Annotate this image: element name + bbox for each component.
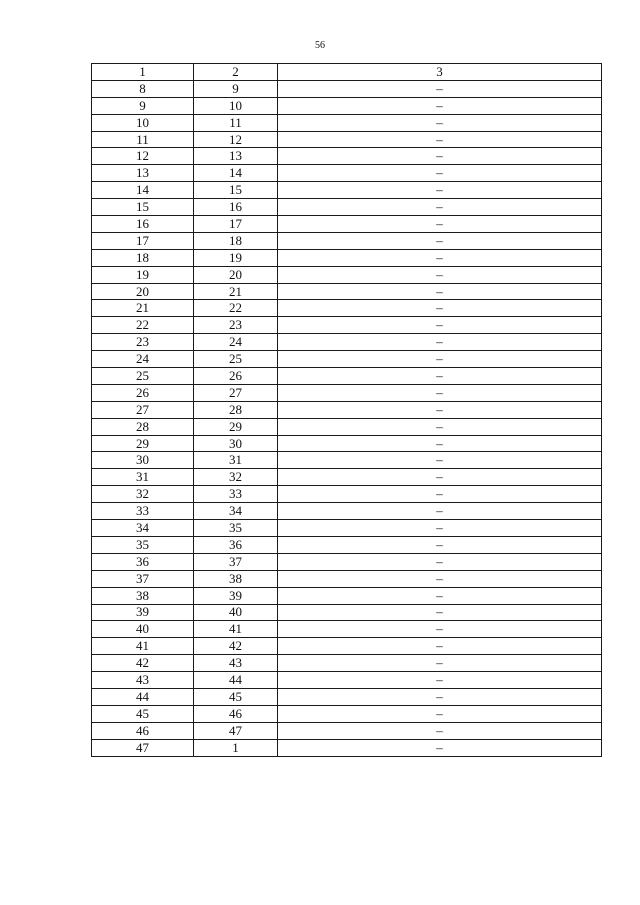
table-cell-col-2: 44: [194, 672, 278, 689]
table-row: [92, 300, 602, 317]
table-cell-col-2: 32: [194, 469, 278, 486]
table-cell-col-2: 25: [194, 351, 278, 368]
table-cell-col-1: 47: [92, 739, 194, 756]
table-cell-col-1: 39: [92, 604, 194, 621]
table-row: [92, 283, 602, 300]
table-row: [92, 351, 602, 368]
table-cell-col-1: 9: [92, 97, 194, 114]
table-cell-col-3: –: [278, 604, 602, 621]
table-cell-col-3: –: [278, 300, 602, 317]
table-row: [92, 621, 602, 638]
table-cell-col-3: –: [278, 536, 602, 553]
table-row: [92, 97, 602, 114]
table-cell-col-3: –: [278, 688, 602, 705]
table-row: [92, 199, 602, 216]
table-cell-col-2: 41: [194, 621, 278, 638]
table-cell-col-2: 39: [194, 587, 278, 604]
table-cell-col-2: 9: [194, 80, 278, 97]
table-cell-col-1: 40: [92, 621, 194, 638]
table-header: [92, 64, 602, 81]
table-cell-col-3: –: [278, 384, 602, 401]
table-cell-col-3: –: [278, 148, 602, 165]
table-cell-col-1: 16: [92, 216, 194, 233]
table-cell-col-3: –: [278, 672, 602, 689]
table-cell-col-2: 21: [194, 283, 278, 300]
table-cell-col-3: –: [278, 705, 602, 722]
table-cell-col-3: –: [278, 722, 602, 739]
table-cell-col-3: –: [278, 418, 602, 435]
table-header-row: [92, 64, 602, 81]
table-row: [92, 739, 602, 756]
table-cell-col-3: –: [278, 452, 602, 469]
table-cell-col-3: –: [278, 232, 602, 249]
table-cell-col-3: –: [278, 216, 602, 233]
table-cell-col-2: 34: [194, 503, 278, 520]
table-cell-col-3: –: [278, 249, 602, 266]
table-cell-col-3: –: [278, 334, 602, 351]
table-cell-col-2: 20: [194, 266, 278, 283]
table-cell-col-2: 15: [194, 182, 278, 199]
table-cell-col-2: 22: [194, 300, 278, 317]
table-cell-col-2: 46: [194, 705, 278, 722]
table-cell-col-2: 29: [194, 418, 278, 435]
table-row: [92, 165, 602, 182]
table-cell-col-2: 14: [194, 165, 278, 182]
table-cell-col-3: –: [278, 351, 602, 368]
table-row: [92, 131, 602, 148]
table-cell-col-3: –: [278, 317, 602, 334]
table-body: [92, 80, 602, 756]
table-row: [92, 486, 602, 503]
table-cell-col-1: 20: [92, 283, 194, 300]
table-cell-col-3: –: [278, 553, 602, 570]
table-cell-col-2: 42: [194, 638, 278, 655]
table-cell-col-1: 34: [92, 520, 194, 537]
table-cell-col-3: –: [278, 114, 602, 131]
table-cell-col-2: 24: [194, 334, 278, 351]
table-cell-col-1: 42: [92, 655, 194, 672]
table-cell-col-1: 12: [92, 148, 194, 165]
table-cell-col-1: 32: [92, 486, 194, 503]
table-cell-col-3: –: [278, 182, 602, 199]
table-cell-col-2: 17: [194, 216, 278, 233]
table-row: [92, 469, 602, 486]
table-cell-col-3: –: [278, 80, 602, 97]
table-cell-col-3: –: [278, 165, 602, 182]
table-cell-col-1: 17: [92, 232, 194, 249]
table-cell-col-1: 44: [92, 688, 194, 705]
table-cell-col-1: 30: [92, 452, 194, 469]
table-cell-col-1: 18: [92, 249, 194, 266]
table-cell-col-2: 10: [194, 97, 278, 114]
table-row: [92, 249, 602, 266]
table-cell-col-3: –: [278, 435, 602, 452]
table-cell-col-3: –: [278, 587, 602, 604]
table-cell-col-1: 28: [92, 418, 194, 435]
table-cell-col-1: 11: [92, 131, 194, 148]
table-cell-col-2: 16: [194, 199, 278, 216]
table-cell-col-1: 21: [92, 300, 194, 317]
table-cell-col-1: 46: [92, 722, 194, 739]
table-cell-col-3: –: [278, 486, 602, 503]
table-row: [92, 705, 602, 722]
table-row: [92, 368, 602, 385]
table-cell-col-1: 26: [92, 384, 194, 401]
table-cell-col-3: –: [278, 266, 602, 283]
table-cell-col-2: 13: [194, 148, 278, 165]
table-cell-col-3: –: [278, 97, 602, 114]
page-number: 56: [315, 40, 325, 51]
table-cell-col-1: 33: [92, 503, 194, 520]
table-cell-col-2: 38: [194, 570, 278, 587]
table-row: [92, 148, 602, 165]
table-cell-col-1: 15: [92, 199, 194, 216]
table-cell-col-3: –: [278, 655, 602, 672]
table-row: [92, 638, 602, 655]
table-row: [92, 232, 602, 249]
column-header-3: 3: [278, 64, 602, 81]
table-row: [92, 520, 602, 537]
table-cell-col-3: –: [278, 283, 602, 300]
table-cell-col-2: 36: [194, 536, 278, 553]
table-row: [92, 536, 602, 553]
table-cell-col-3: –: [278, 503, 602, 520]
table-cell-col-1: 27: [92, 401, 194, 418]
column-header-2: 2: [194, 64, 278, 81]
table-cell-col-1: 37: [92, 570, 194, 587]
table-cell-col-3: –: [278, 469, 602, 486]
table-cell-col-2: 12: [194, 131, 278, 148]
table-row: [92, 570, 602, 587]
table-cell-col-3: –: [278, 199, 602, 216]
table-cell-col-2: 45: [194, 688, 278, 705]
table-row: [92, 317, 602, 334]
table-cell-col-1: 8: [92, 80, 194, 97]
table-cell-col-2: 47: [194, 722, 278, 739]
table-cell-col-1: 24: [92, 351, 194, 368]
table-row: [92, 503, 602, 520]
table-cell-col-1: 19: [92, 266, 194, 283]
table-cell-col-2: 11: [194, 114, 278, 131]
table-cell-col-1: 22: [92, 317, 194, 334]
table-cell-col-3: –: [278, 739, 602, 756]
table-row: [92, 182, 602, 199]
table-cell-col-2: 26: [194, 368, 278, 385]
table-row: [92, 401, 602, 418]
table-row: [92, 688, 602, 705]
table-row: [92, 722, 602, 739]
table-row: [92, 452, 602, 469]
table-cell-col-1: 35: [92, 536, 194, 553]
table-row: [92, 655, 602, 672]
table-row: [92, 435, 602, 452]
table-cell-col-3: –: [278, 520, 602, 537]
table-cell-col-1: 13: [92, 165, 194, 182]
table-cell-col-2: 43: [194, 655, 278, 672]
table-cell-col-1: 23: [92, 334, 194, 351]
table-cell-col-3: –: [278, 570, 602, 587]
table-cell-col-2: 19: [194, 249, 278, 266]
table-cell-col-1: 14: [92, 182, 194, 199]
table-cell-col-1: 31: [92, 469, 194, 486]
table-row: [92, 334, 602, 351]
table-row: [92, 672, 602, 689]
table-row: [92, 553, 602, 570]
table-row: [92, 384, 602, 401]
table-cell-col-2: 28: [194, 401, 278, 418]
table-cell-col-2: 37: [194, 553, 278, 570]
table-cell-col-1: 41: [92, 638, 194, 655]
table-row: [92, 80, 602, 97]
table-row: [92, 604, 602, 621]
table-row: [92, 266, 602, 283]
table-cell-col-1: 29: [92, 435, 194, 452]
table-cell-col-1: 25: [92, 368, 194, 385]
table-cell-col-2: 18: [194, 232, 278, 249]
table-cell-col-3: –: [278, 401, 602, 418]
table-cell-col-3: –: [278, 368, 602, 385]
table-row: [92, 114, 602, 131]
table-cell-col-1: 10: [92, 114, 194, 131]
table-cell-col-1: 45: [92, 705, 194, 722]
table-cell-col-2: 33: [194, 486, 278, 503]
table-cell-col-2: 23: [194, 317, 278, 334]
table-cell-col-2: 35: [194, 520, 278, 537]
data-table: [91, 63, 602, 757]
table-row: [92, 587, 602, 604]
table-row: [92, 418, 602, 435]
table-cell-col-1: 43: [92, 672, 194, 689]
table-cell-col-3: –: [278, 638, 602, 655]
column-header-1: 1: [92, 64, 194, 81]
table-cell-col-3: –: [278, 621, 602, 638]
table-cell-col-1: 36: [92, 553, 194, 570]
table-cell-col-1: 38: [92, 587, 194, 604]
table-row: [92, 216, 602, 233]
table-cell-col-2: 30: [194, 435, 278, 452]
table-cell-col-2: 27: [194, 384, 278, 401]
table-cell-col-2: 1: [194, 739, 278, 756]
table-cell-col-2: 40: [194, 604, 278, 621]
table-cell-col-3: –: [278, 131, 602, 148]
table-cell-col-2: 31: [194, 452, 278, 469]
